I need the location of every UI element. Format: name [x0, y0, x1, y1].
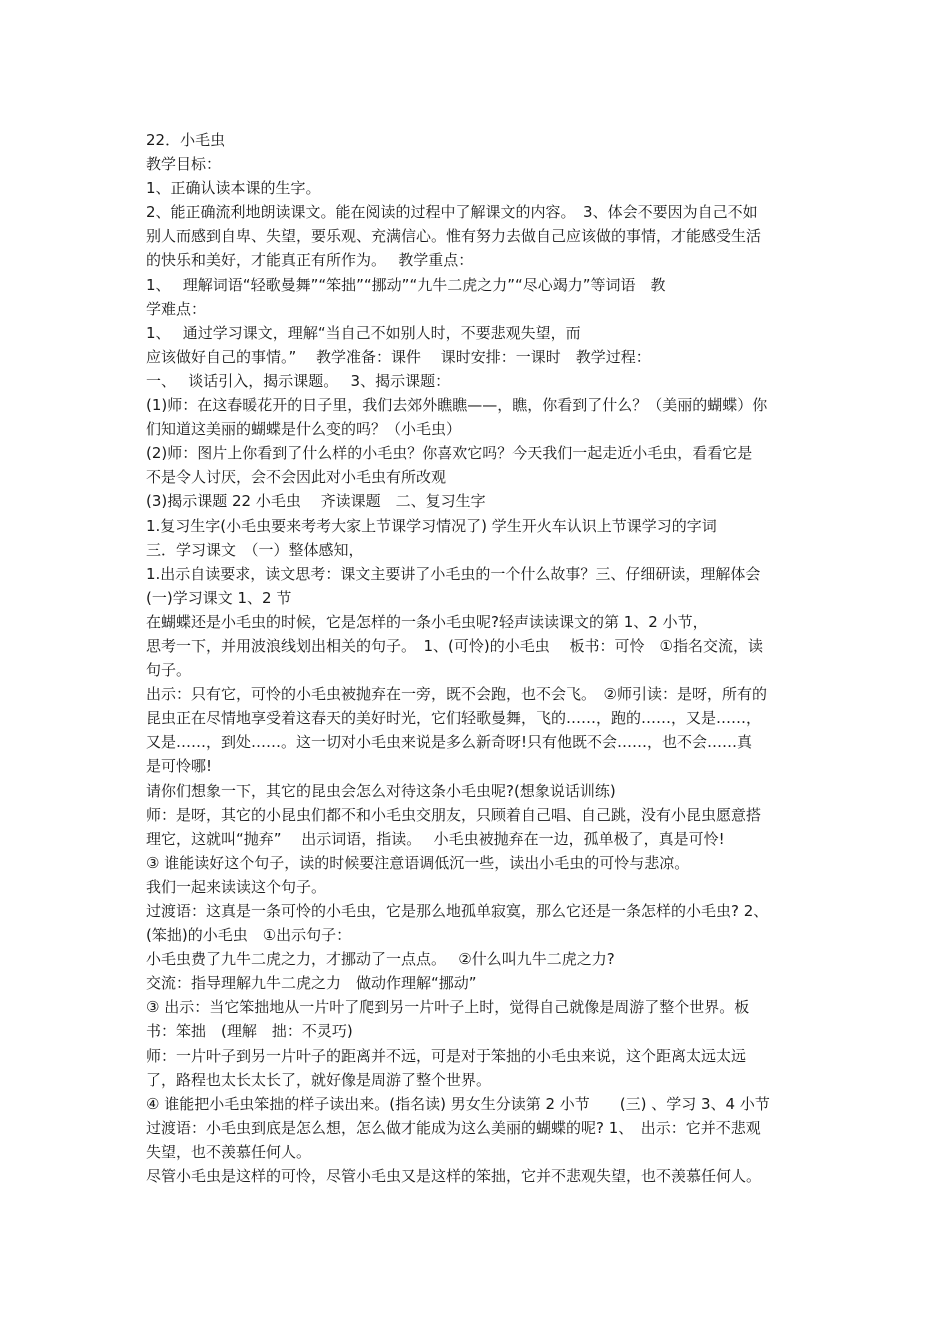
text-line: (1)师：在这春暖花开的日子里，我们去郊外瞧瞧——，瞧，你看到了什么？（美丽的蝴蝶）你	[146, 396, 768, 415]
text-line: 1.出示自读要求，读文思考：课文主要讲了小毛虫的一个什么故事？三、仔细研读，理解体会	[146, 564, 761, 583]
text-line: ④ 谁能把小毛虫笨拙的样子读出来。(指名读) 男女生分读第 2 小节 (三) 、学习 3、4 小节	[146, 1094, 770, 1113]
text-line: 了，路程也太长太长了，就好像是周游了整个世界。	[146, 1070, 492, 1089]
text-line: (2)师：图片上你看到了什么样的小毛虫？你喜欢它吗？今天我们一起走近小毛虫，看看它是	[146, 444, 753, 463]
text-line: 理它，这就叫“抛弃” 出示词语，指读。 小毛虫被抛弃在一边，孤单极了，真是可怜!	[146, 829, 725, 848]
text-line: 别人而感到自卑、失望，要乐观、充满信心。惟有努力去做自己应该做的事情，才能感受生活	[146, 227, 762, 246]
text-line: 交流：指导理解九牛二虎之力 做动作理解“挪动”	[146, 974, 477, 993]
text-line: 三．学习课文 （一）整体感知，	[146, 540, 364, 559]
text-line: (笨拙)的小毛虫 ①出示句子：	[146, 926, 352, 945]
text-line: 1、正确认读本课的生字。	[146, 179, 321, 198]
text-line: 我们一起来读读这个句子。	[146, 877, 327, 896]
text-line: 是可怜哪!	[146, 757, 213, 776]
text-line: 过渡语：这真是一条可怜的小毛虫，它是那么地孤单寂寞，那么它还是一条怎样的小毛虫? 2、	[146, 902, 769, 920]
text-line: 请你们想象一下，其它的昆虫会怎么对待这条小毛虫呢?(想象说话训练)	[146, 781, 616, 800]
text-line: (一)学习课文 1、2 节	[146, 588, 292, 607]
text-line: 应该做好自己的事情。” 教学准备：课件 课时安排：一课时 教学过程：	[146, 347, 651, 366]
text-line: 失望，也不羡慕任何人。	[146, 1142, 312, 1161]
lesson-plan-text	[146, 128, 812, 1188]
text-line: 1.复习生字(小毛虫要来考考大家上节课学习情况了) 学生开火车认识上节课学习的字词	[146, 516, 717, 535]
text-line: 句子。	[146, 661, 192, 680]
text-line: 一、 谈话引入，揭示课题。 3、揭示课题：	[146, 371, 451, 390]
text-line: 尽管小毛虫是这样的可怜，尽管小毛虫又是这样的笨拙，它并不悲观失望，也不羡慕任何人。	[146, 1167, 762, 1186]
text-line: ③ 出示：当它笨拙地从一片叶了爬到另一片叶子上时，觉得自己就像是周游了整个世界。板	[146, 998, 750, 1017]
text-line: (3)揭示课题 22 小毛虫 齐读课题 二、复习生字	[146, 492, 486, 511]
document-title: 22．小毛虫	[146, 131, 226, 149]
text-line: 又是……，到处……。这一切对小毛虫来说是多么新奇呀!只有他既不会……，也不会……真	[146, 733, 753, 752]
text-line: 思考一下，并用波浪线划出相关的句子。 1、(可怜)的小毛虫 板书：可怜 ①指名交流，读	[146, 636, 763, 655]
text-line: 教学目标：	[146, 155, 222, 174]
text-line: 小毛虫费了九牛二虎之力，才挪动了一点点。 ②什么叫九牛二虎之力?	[146, 950, 615, 969]
text-line: 的快乐和美好，才能真正有所作为。 教学重点：	[146, 251, 474, 270]
text-line: 出示：只有它，可怜的小毛虫被抛弃在一旁，既不会跑，也不会飞。 ②师引读：是呀，所有的	[146, 685, 767, 704]
text-line: ③ 谁能读好这个句子，读的时候要注意语调低沉一些，读出小毛虫的可怜与悲凉。	[146, 853, 690, 872]
text-line: 书：笨拙 (理解 拙：不灵巧)	[146, 1022, 353, 1041]
text-line: 过渡语：小毛虫到底是怎么想，怎么做才能成为这么美丽的蝴蝶的呢? 1、 出示：它并不悲观	[146, 1118, 761, 1137]
text-line: 昆虫正在尽情地享受着这春天的美好时光，它们轻歌曼舞，飞的……，跑的……，又是……，	[146, 709, 762, 728]
text-line: 1、 通过学习课文，理解“当自己不如别人时，不要悲观失望，而	[146, 323, 581, 342]
text-line: 们知道这美丽的蝴蝶是什么变的吗？（小毛虫）	[146, 420, 462, 439]
text-line: 师：是呀，其它的小昆虫们都不和小毛虫交朋友，只顾着自己唱、自己跳，没有小昆虫愿意搭	[146, 805, 762, 824]
text-line: 师：一片叶子到另一片叶子的距离并不远，可是对于笨拙的小毛虫来说，这个距离太远太远	[146, 1046, 747, 1065]
text-line: 在蝴蝶还是小毛虫的时候，它是怎样的一条小毛虫呢?轻声读读课文的第 1、2 小节，	[146, 612, 708, 631]
text-line: 1、 理解词语“轻歌曼舞”“笨拙”“挪动”“九牛二虎之力”“尽心竭力”等词语 教	[146, 275, 666, 294]
text-line: 不是令人讨厌，会不会因此对小毛虫有所改观	[146, 468, 447, 487]
text-line: 2、能正确流利地朗读课文。能在阅读的过程中了解课文的内容。 3、体会不要因为自己不如	[146, 203, 758, 222]
text-line: 学难点：	[146, 299, 207, 318]
